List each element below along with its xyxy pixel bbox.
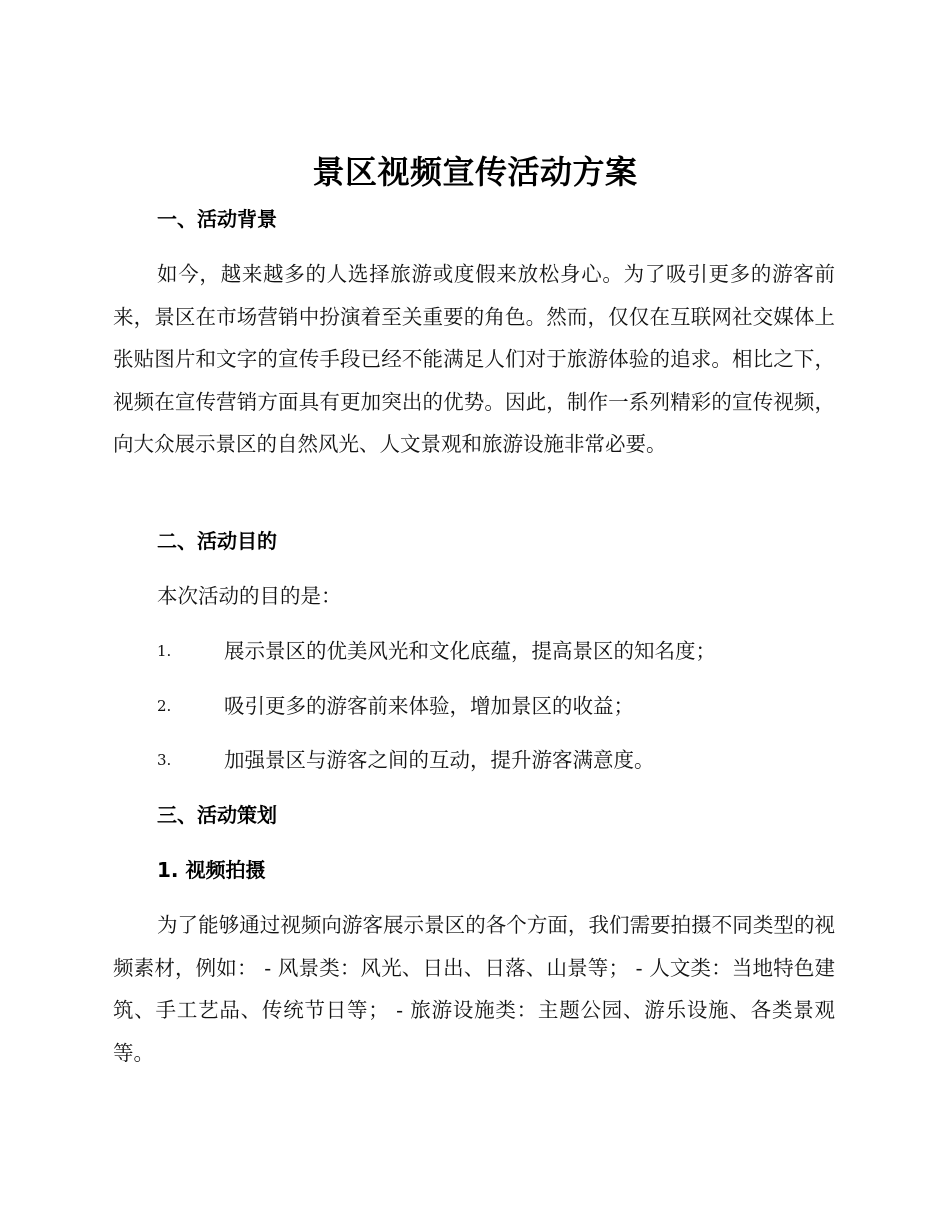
list-number: 1. xyxy=(157,642,172,660)
list-text: 吸引更多的游客前来体验，增加景区的收益； xyxy=(224,694,634,718)
section-heading-planning: 三、活动策划 xyxy=(157,803,277,827)
subheading-video-shooting: 1. 视频拍摄 xyxy=(157,858,266,882)
purpose-list-item xyxy=(157,745,837,775)
list-number: 3. xyxy=(157,751,172,769)
video-shooting-paragraph: 为了能够通过视频向游客展示景区的各个方面，我们需要拍摄不同类型的视频素材，例如： - 风景类：风光、日出、日落、山景等； - 人文类：当地特色建筑、手工艺品、传统节日等； - 旅游设施类：主题公园、游乐设施、各类景观等。 xyxy=(113,913,835,1065)
list-text: 展示景区的优美风光和文化底蕴，提高景区的知名度； xyxy=(224,639,716,663)
document-title: 景区视频宣传活动方案 xyxy=(312,153,638,191)
purpose-intro: 本次活动的目的是： xyxy=(157,584,342,608)
list-number: 2. xyxy=(157,697,172,715)
purpose-list-item xyxy=(157,636,837,666)
purpose-list-item xyxy=(157,691,837,721)
background-paragraph: 如今，越来越多的人选择旅游或度假来放松身心。为了吸引更多的游客前来，景区在市场营销中扮演着至关重要的角色。然而，仅仅在互联网社交媒体上张贴图片和文字的宣传手段已经不能满足人们对于旅游体验的追求。相比之下，视频在宣传营销方面具有更加突出的优势。因此，制作一系列精彩的宣传视频，向大众展示景区的自然风光、人文景观和旅游设施非常必要。 xyxy=(113,262,835,456)
section-heading-purpose: 二、活动目的 xyxy=(157,529,277,553)
list-text: 加强景区与游客之间的互动，提升游客满意度。 xyxy=(224,748,655,772)
section-heading-background: 一、活动背景 xyxy=(157,207,277,231)
